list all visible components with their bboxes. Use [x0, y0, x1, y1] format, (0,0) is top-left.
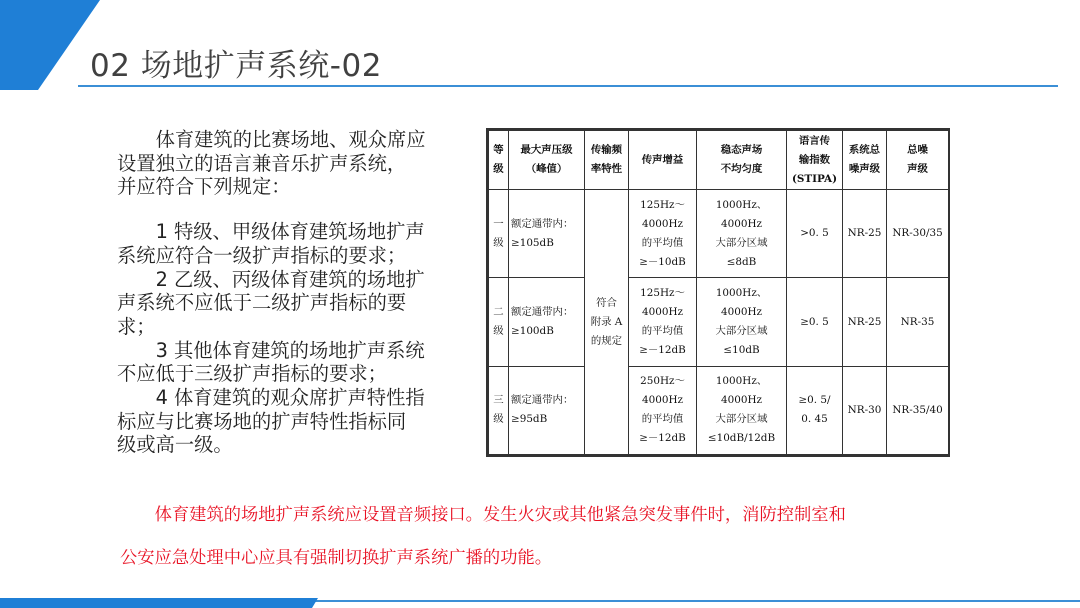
total-noise-cell: NR-35/40 — [887, 366, 949, 454]
gain-cell: 125Hz～ 4000Hz 的平均值 ≥－12dB — [629, 278, 697, 366]
system-noise-cell: NR-25 — [843, 190, 887, 278]
rule-item-4-line: 4 体育建筑的观众席扩声特性指 — [155, 386, 425, 410]
system-noise-cell: NR-30 — [843, 366, 887, 454]
table-row — [489, 366, 949, 454]
header-cell: 传声增益 — [629, 131, 697, 190]
intro-line: 并应符合下列规定： — [117, 175, 291, 199]
gain-cell: 125Hz～ 4000Hz 的平均值 ≥－10dB — [629, 190, 697, 278]
spl-cell: 额定通带内： ≥105dB — [509, 190, 585, 278]
intro-line: 设置独立的语言兼音乐扩声系统， — [117, 151, 407, 175]
header-cell: 稳态声场 不均匀度 — [697, 131, 787, 190]
total-noise-cell: NR-35 — [887, 278, 949, 366]
header-cell: 系统总 噪声级 — [843, 131, 887, 190]
uniformity-cell: 1000Hz、 4000Hz 大部分区域 ≤8dB — [697, 190, 787, 278]
sound-reinforcement-spec-table — [486, 128, 950, 457]
stipa-cell: ≥0. 5 — [787, 278, 843, 366]
note-line: 体育建筑的场地扩声系统应设置音频接口。发生火灾或其他紧急突发事件时，消防控制室和 — [154, 505, 846, 525]
title-underline — [78, 85, 1058, 87]
header-cell: 语言传 输指数 (STIPA) — [787, 131, 843, 190]
rule-item-3-line: 不应低于三级扩声指标的要求； — [117, 362, 387, 386]
uniformity-cell: 1000Hz、 4000Hz 大部分区域 ≤10dB/12dB — [697, 366, 787, 454]
header-cell: 最大声压级 （峰值） — [509, 131, 585, 190]
intro-line: 体育建筑的比赛场地、观众席应 — [155, 128, 426, 151]
rule-item-2-line: 2 乙级、丙级体育建筑的场地扩 — [155, 267, 425, 291]
rule-item-1-line: 1 特级、甲级体育建筑场地扩声 — [155, 220, 425, 244]
grade-cell: 一 级 — [489, 190, 509, 278]
rule-item-4-line: 级或高一级。 — [117, 433, 233, 457]
grade-cell: 三 级 — [489, 366, 509, 454]
total-noise-cell: NR-30/35 — [887, 190, 949, 278]
regulation-text — [117, 128, 429, 457]
header-cell: 传输频 率特性 — [585, 131, 629, 190]
gain-cell: 250Hz～ 4000Hz 的平均值 ≥－12dB — [629, 366, 697, 454]
spl-cell: 额定通带内： ≥95dB — [509, 366, 585, 454]
spl-cell: 额定通带内： ≥100dB — [509, 278, 585, 366]
rule-item-4-line: 标应与比赛场地的扩声特性指标同 — [117, 409, 407, 433]
header-cell: 总噪 声级 — [887, 131, 949, 190]
freq-response-cell: 符合 附录 A 的规定 — [585, 190, 629, 455]
rule-item-1-line: 系统应符合一级扩声指标的要求； — [117, 243, 407, 267]
uniformity-cell: 1000Hz、 4000Hz 大部分区域 ≤10dB — [697, 278, 787, 366]
grade-cell: 二 级 — [489, 278, 509, 366]
system-noise-cell: NR-25 — [843, 278, 887, 366]
stipa-cell: ≥0. 5/ 0. 45 — [787, 366, 843, 454]
note-line: 公安应急处理中心应具有强制切换扩声系统广播的功能。 — [120, 548, 553, 568]
bottom-accent-bar — [0, 594, 1080, 608]
rule-item-2-line: 声系统不应低于二级扩声指标的要 — [117, 291, 407, 315]
stipa-cell: >0. 5 — [787, 190, 843, 278]
table-header-row — [489, 131, 949, 190]
table-row — [489, 278, 949, 366]
rule-item-2-line: 求； — [117, 314, 156, 338]
slide-title: 02 场地扩声系统-02 — [90, 48, 382, 84]
rule-item-3-line: 3 其他体育建筑的场地扩声系统 — [155, 338, 425, 362]
emergency-note — [120, 494, 990, 580]
table-row — [489, 190, 949, 278]
header-cell: 等 级 — [489, 131, 509, 190]
